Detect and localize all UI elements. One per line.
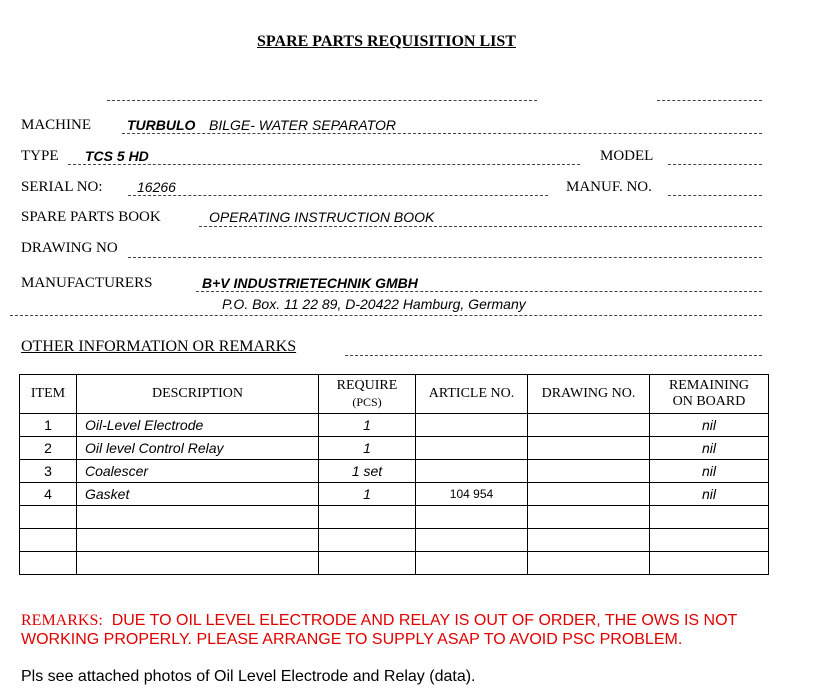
remarks-block — [21, 611, 781, 649]
cell-item — [20, 552, 77, 575]
cell-article: 104 954 — [416, 483, 528, 506]
machine-line — [122, 133, 762, 134]
cell-item: 1 — [20, 414, 77, 437]
cell-item: 3 — [20, 460, 77, 483]
header-description: DESCRIPTION — [77, 375, 319, 414]
cell-article — [416, 460, 528, 483]
cell-require: 1 — [319, 483, 416, 506]
document-title: SPARE PARTS REQUISITION LIST — [257, 33, 516, 50]
cell-remaining: nil — [650, 460, 769, 483]
cell-drawing — [528, 460, 650, 483]
cell-description — [77, 552, 319, 575]
cell-require: 1 — [319, 414, 416, 437]
cell-article — [416, 552, 528, 575]
manuf-no-line — [668, 195, 762, 196]
machine-label: MACHINE — [21, 117, 91, 133]
cell-drawing — [528, 483, 650, 506]
cell-description — [77, 529, 319, 552]
header-require — [319, 375, 416, 414]
serial-value: 16266 — [137, 179, 176, 195]
cell-drawing — [528, 437, 650, 460]
cell-remaining — [650, 529, 769, 552]
cell-description: Oil level Control Relay — [77, 437, 319, 460]
blank-line — [657, 100, 762, 101]
cell-article — [416, 506, 528, 529]
table-header-row — [20, 375, 769, 414]
table-row — [20, 437, 769, 460]
cell-drawing — [528, 529, 650, 552]
header-article: ARTICLE NO. — [416, 375, 528, 414]
model-label: MODEL — [600, 148, 654, 164]
cell-item: 2 — [20, 437, 77, 460]
spare-book-label: SPARE PARTS BOOK — [21, 209, 161, 225]
manufacturers-label: MANUFACTURERS — [21, 275, 153, 291]
header-require-label: REQUIRE — [336, 378, 398, 393]
blank-line — [107, 100, 537, 101]
table-row — [20, 529, 769, 552]
cell-require: 1 set — [319, 460, 416, 483]
header-item: ITEM — [20, 375, 77, 414]
header-remaining-line1: REMAINING — [668, 378, 750, 393]
type-value: TCS 5 HD — [85, 148, 149, 164]
cell-article — [416, 529, 528, 552]
table-row — [20, 506, 769, 529]
remarks-text: DUE TO OIL LEVEL ELECTRODE AND RELAY IS OUT OF ORDER, THE OWS IS NOT WORKING PROPERLY. PLEASE ARRANGE TO SUPPLY ASAP TO AVOID PSC PROBLEM. — [21, 612, 738, 648]
model-line — [668, 164, 762, 165]
manufacturer-line — [196, 291, 762, 292]
header-remaining — [650, 375, 769, 414]
type-line — [68, 164, 580, 165]
cell-drawing — [528, 506, 650, 529]
cell-require: 1 — [319, 437, 416, 460]
manufacturer-name: B+V INDUSTRIETECHNIK GMBH — [202, 275, 418, 291]
table-row — [20, 552, 769, 575]
cell-description: Coalescer — [77, 460, 319, 483]
serial-label: SERIAL NO: — [21, 179, 103, 195]
remarks-label: REMARKS: — [21, 612, 103, 629]
cell-article — [416, 414, 528, 437]
cell-description: Oil-Level Electrode — [77, 414, 319, 437]
table-row — [20, 414, 769, 437]
machine-value: BILGE- WATER SEPARATOR — [209, 117, 396, 133]
cell-remaining — [650, 506, 769, 529]
cell-item: 4 — [20, 483, 77, 506]
other-info-label: OTHER INFORMATION OR REMARKS — [21, 338, 297, 355]
header-require-unit: (PCS) — [352, 395, 382, 409]
drawing-no-label: DRAWING NO — [21, 240, 118, 256]
parts-table — [19, 374, 769, 575]
cell-require — [319, 506, 416, 529]
header-drawing: DRAWING NO. — [528, 375, 650, 414]
type-label: TYPE — [21, 148, 59, 164]
cell-remaining — [650, 552, 769, 575]
cell-remaining: nil — [650, 437, 769, 460]
cell-item — [20, 529, 77, 552]
machine-brand: TURBULO — [127, 117, 196, 133]
table-row — [20, 483, 769, 506]
cell-drawing — [528, 414, 650, 437]
cell-article — [416, 437, 528, 460]
drawing-no-line — [128, 257, 762, 258]
spare-book-line — [199, 226, 762, 227]
serial-line — [128, 195, 548, 196]
attachment-note: Pls see attached photos of Oil Level Electrode and Relay (data). — [21, 668, 476, 685]
cell-description — [77, 506, 319, 529]
address-line — [10, 315, 762, 316]
cell-drawing — [528, 552, 650, 575]
manufacturer-address: P.O. Box. 11 22 89, D-20422 Hamburg, Germany — [222, 296, 526, 312]
cell-item — [20, 506, 77, 529]
cell-require — [319, 552, 416, 575]
cell-remaining: nil — [650, 483, 769, 506]
manuf-no-label: MANUF. NO. — [566, 179, 652, 195]
spare-book-value: OPERATING INSTRUCTION BOOK — [209, 209, 435, 225]
cell-remaining: nil — [650, 414, 769, 437]
cell-description: Gasket — [77, 483, 319, 506]
cell-require — [319, 529, 416, 552]
table-row — [20, 460, 769, 483]
other-info-line — [345, 355, 762, 356]
header-remaining-line2: ON BOARD — [672, 394, 746, 409]
